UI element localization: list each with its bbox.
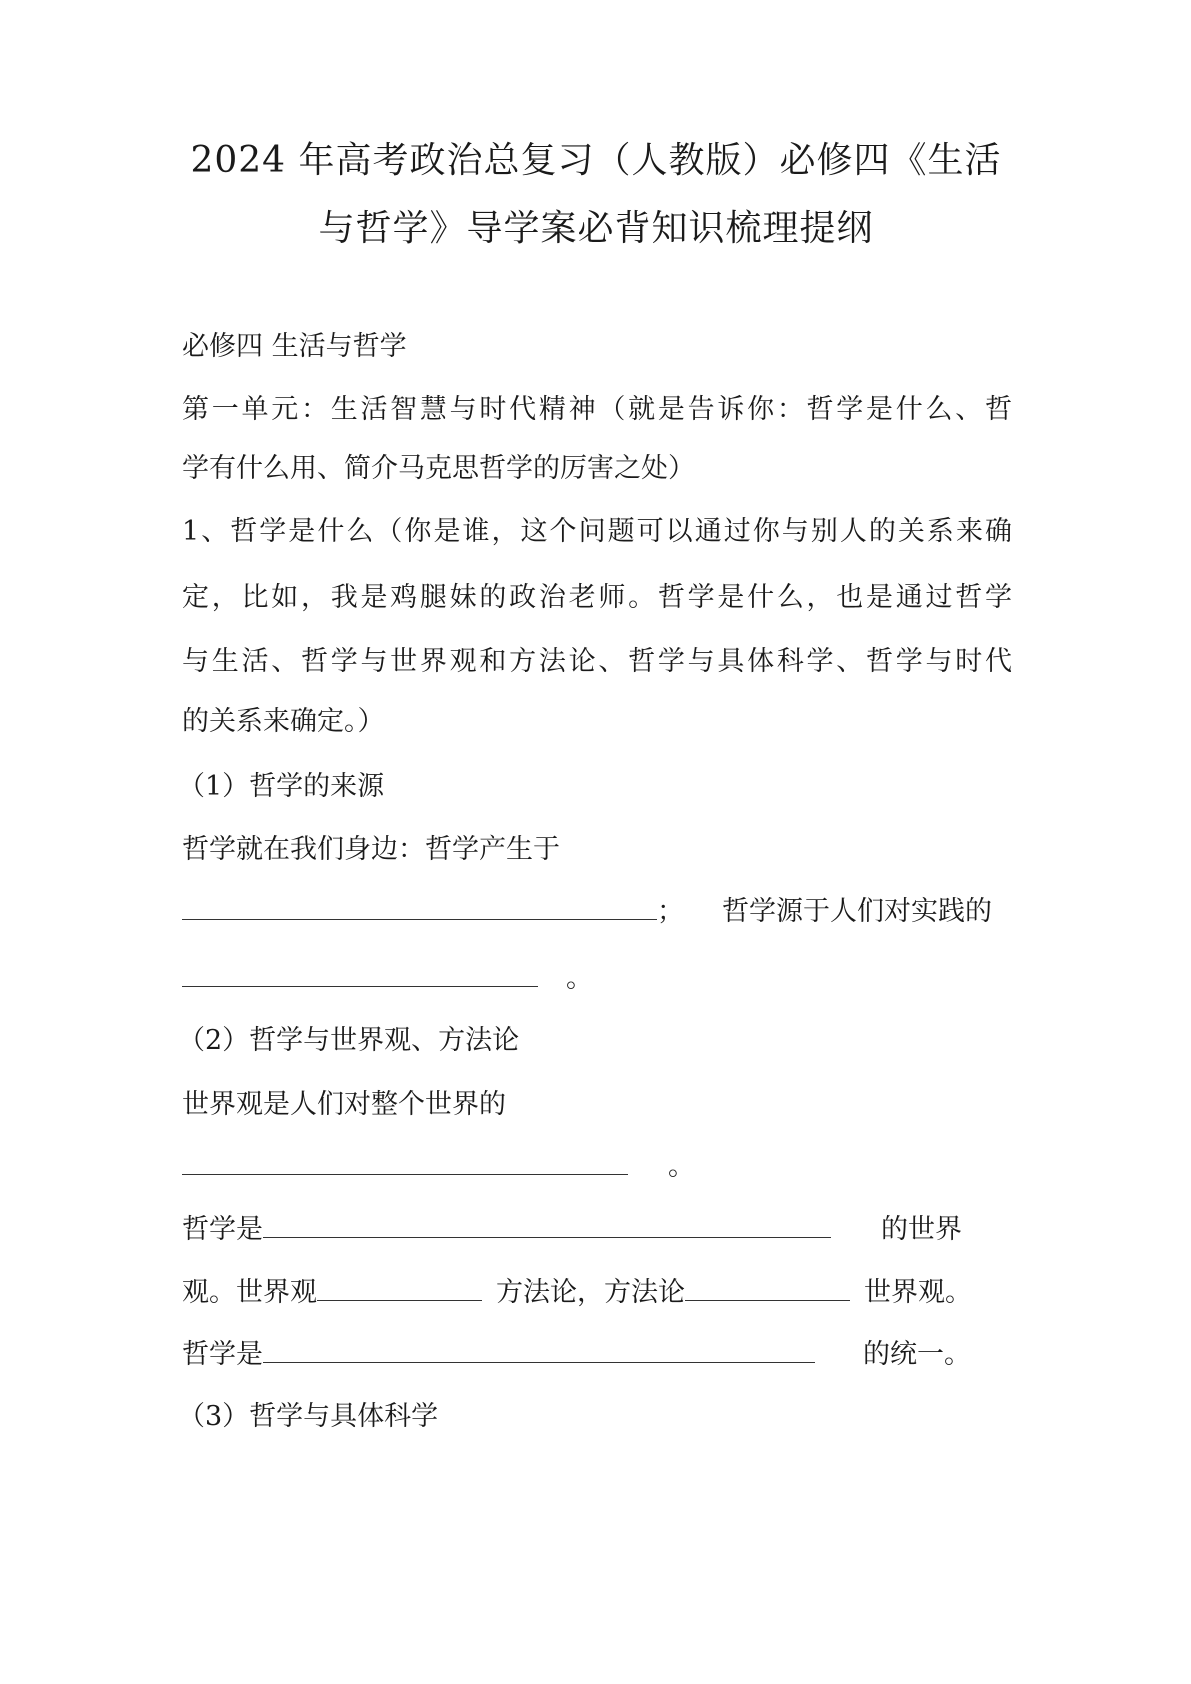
point1-line-2: 定，比如，我是鸡腿妹的政治老师。哲学是什么，也是通过哲学 — [182, 582, 1012, 613]
fill-in-blank[interactable] — [182, 1152, 628, 1175]
fill-in-blank[interactable] — [182, 964, 538, 987]
subsection-2-line-1: 世界观是人们对整个世界的 — [182, 1089, 506, 1120]
point1-line-1: 1、哲学是什么（你是谁，这个问题可以通过你与别人的关系来确 — [182, 516, 1012, 547]
separator-text: ； — [657, 896, 684, 927]
fill-in-blank[interactable] — [182, 897, 657, 920]
subsection-2-line-2 — [182, 1150, 695, 1184]
subsection-1-line-2-text: 哲学源于人们对实践的 — [722, 896, 992, 927]
line-end-text: 的世界 — [881, 1214, 962, 1245]
subsection-1-line-1: 哲学就在我们身边：哲学产生于 — [182, 834, 560, 865]
unit-heading-line-1: 第一单元：生活智慧与时代精神（就是告诉你：哲学是什么、哲 — [182, 394, 1012, 425]
subsection-2-line-3 — [182, 1213, 962, 1247]
fill-in-blank[interactable] — [317, 1278, 482, 1301]
text-segment: 世界观。 — [864, 1277, 972, 1308]
subsection-1-heading: （1）哲学的来源 — [178, 771, 385, 802]
subsection-2-line-5 — [182, 1338, 971, 1372]
subsection-1-line-2 — [182, 895, 992, 929]
fill-in-blank[interactable] — [685, 1278, 850, 1301]
subsection-3-heading: （3）哲学与具体科学 — [178, 1401, 439, 1432]
document-title — [180, 127, 1012, 263]
point1-line-4: 的关系来确定。） — [182, 706, 385, 737]
fill-in-blank[interactable] — [263, 1340, 815, 1363]
line-end-text: 的统一。 — [863, 1339, 971, 1370]
title-line-2: 与哲学》导学案必背知识梳理提纲 — [318, 208, 874, 249]
module-heading: 必修四 生活与哲学 — [182, 331, 407, 362]
fill-in-blank[interactable] — [263, 1215, 831, 1238]
line-start-text: 哲学是 — [182, 1339, 263, 1370]
unit-heading-line-2: 学有什么用、简介马克思哲学的厉害之处） — [182, 453, 695, 484]
text-segment: 观。世界观 — [182, 1277, 317, 1308]
period-text: 。 — [566, 963, 593, 994]
subsection-1-line-3 — [182, 962, 593, 996]
text-segment: 方法论，方法论 — [496, 1277, 685, 1308]
title-line-1: 2024 年高考政治总复习（人教版）必修四《生活 — [190, 140, 1002, 181]
line-start-text: 哲学是 — [182, 1214, 263, 1245]
subsection-2-heading: （2）哲学与世界观、方法论 — [178, 1025, 520, 1056]
subsection-2-line-4 — [182, 1276, 972, 1310]
point1-line-3: 与生活、哲学与世界观和方法论、哲学与具体科学、哲学与时代 — [182, 646, 1012, 677]
period-text: 。 — [668, 1151, 695, 1182]
